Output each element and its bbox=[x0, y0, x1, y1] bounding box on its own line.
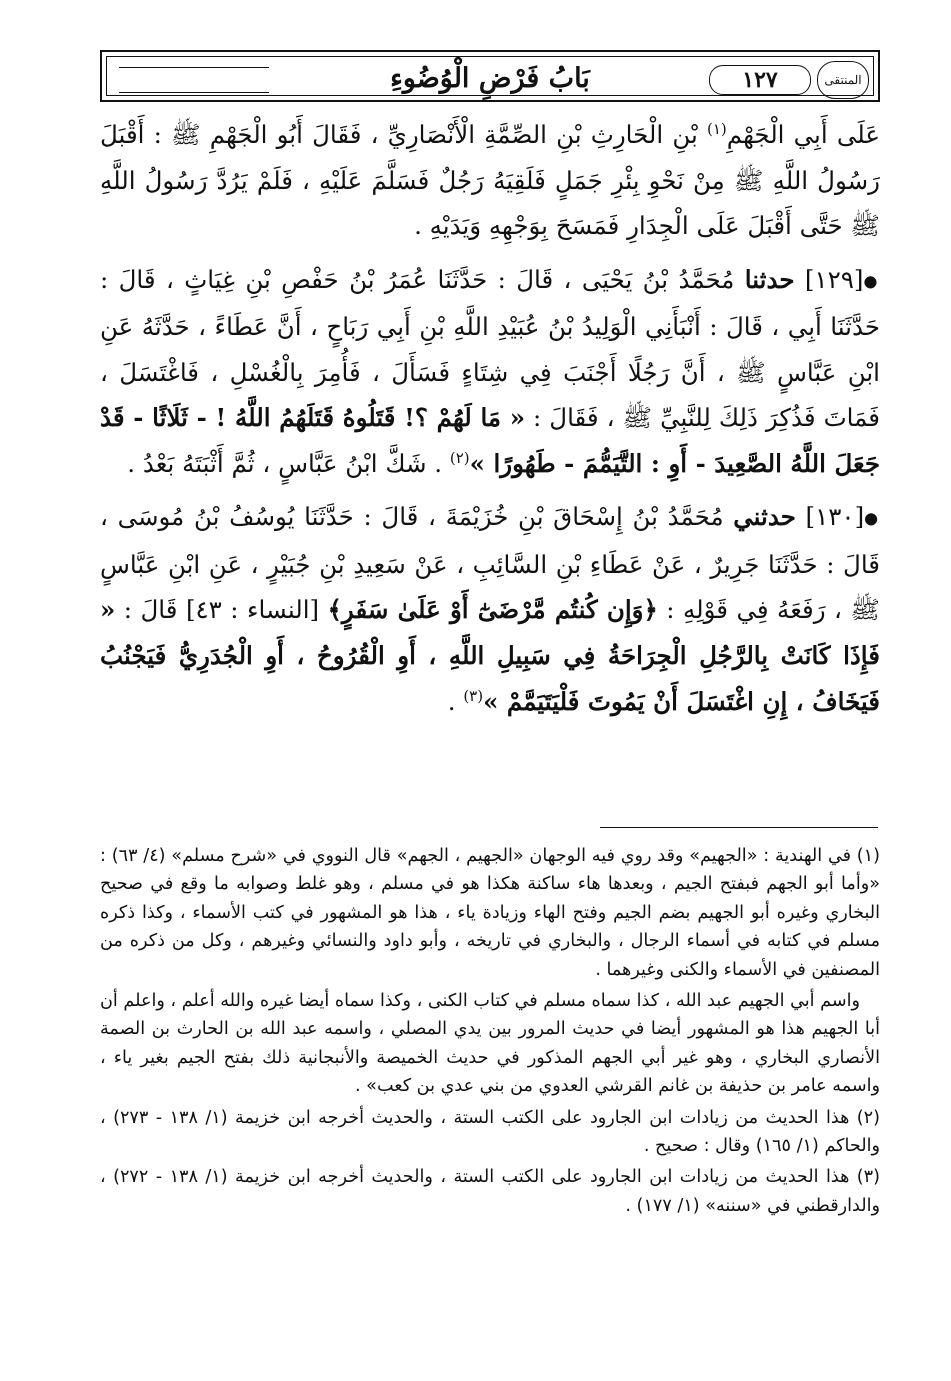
footnote-divider bbox=[600, 827, 878, 828]
footnote-ref: (٢) bbox=[449, 448, 470, 467]
footnote-3: (٣) هذا الحديث من زيادات ابن الجارود على الكتب الستة ، والحديث أخرجه ابن خزيمة (١/ ١٣٨ - ٢٧٢) ، والدارقطني في «سننه» (١/ ١٧٧) . bbox=[100, 1167, 880, 1216]
page-header bbox=[100, 50, 880, 102]
text: . bbox=[447, 686, 464, 716]
chapter-title: بَابُ فَرْضِ الْوُضُوءِ bbox=[390, 63, 590, 94]
hadith-number: [١٣٠] bbox=[805, 502, 865, 532]
hadith-129 bbox=[100, 257, 880, 487]
text: . شَكَّ ابْنُ عَبَّاسٍ ، ثُمَّ أَثْبَتَهُ بَعْدُ . bbox=[127, 448, 450, 478]
text: بْنِ الْحَارِثِ بْنِ الصِّمَّةِ الْأَنْصَارِيِّ ، فَقَالَ أَبُو الْجَهْمِ ﷺ : أَقْبَلَ رَسُولُ اللَّهِ ﷺ مِنْ نَحْوِ بِئْرِ جَمَلٍ فَلَقِيَهُ رَجُلٌ فَسَلَّمَ عَلَيْهِ ، فَلَمْ يَرُدَّ رَسُولُ اللَّهِ ﷺ حَتَّى أَقْبَلَ عَلَى الْجِدَارِ فَمَسَحَ بِوَجْهِهِ وَيَدَيْهِ . bbox=[100, 120, 880, 241]
header-ornament bbox=[119, 67, 269, 93]
book-emblem: المنتقى bbox=[817, 61, 869, 99]
footnote-1-continued: واسم أبي الجهيم عبد الله ، كذا سماه مسلم في كتاب الكنى ، وكذا سماه أيضا غيره والله أعلم ، واعلم أن أبا الجهيم هذا هو المشهور أيضا في حديث المرور بين يدي المصلي ، واسمه عبد الله بن الحارث بن الصمة الأنصاري البخاري ، وهو غير أبي الجهم المذكور في حديث الخميصة والأنبجانية ذلك بفتح الجيم بغير ياء ، واسمه عامر بن حذيفة بن غانم القرشي العدوي من بني عدي بن كعب» . bbox=[100, 991, 880, 1097]
paragraph-1 bbox=[100, 112, 880, 249]
footnote-2: (٢) هذا الحديث من زيادات ابن الجارود على الكتب الستة ، والحديث أخرجه ابن خزيمة (١/ ١٣٨ - ٢٧٣) ، والحاكم (١/ ١٦٥) وقال : صحيح . bbox=[100, 1107, 880, 1157]
bullet-icon: ● bbox=[864, 509, 880, 529]
main-text bbox=[100, 112, 880, 724]
footnote-ref: (٣) bbox=[463, 686, 484, 705]
haddathana-label: حدثني bbox=[733, 502, 796, 532]
quran-verse: ﴿وَإِن كُنتُم مَّرْضَىٰٓ أَوْ عَلَىٰ سَفَرٍ﴾ bbox=[327, 595, 658, 625]
verse-reference: [النساء : ٤٣] bbox=[177, 595, 328, 625]
footnote-1: (١) في الهندية : «الجهيم» وقد روي فيه الوجهان «الجهيم ، الجهم» قال النووي في «شرح مسلم» (٤/ ٦٣) : «وأما أبو الجهم فبفتح الجيم ، وبعدها هاء ساكنة هكذا هو في مسلم ، وهو غلط وصوابه ما وقع في صحيح البخاري وغيره أبو الجهيم بضم الجيم وفتح الهاء وزيادة ياء ، هذا هو المشهور في كتب الأسماء ، وكذا ذكره مسلم في كتابه في أسماء الرجال ، والبخاري في تاريخه ، وأبو داود والنسائي وغيرهم ، وكل من ذكره من المصنفين في الأسماء والكنى وغيرهما . bbox=[100, 846, 880, 980]
hadith-130 bbox=[100, 494, 880, 724]
footnotes bbox=[100, 842, 880, 1220]
header-frame bbox=[106, 56, 874, 96]
page-number: ١٢٧ bbox=[709, 65, 811, 95]
prophetic-quote: « فَإِذَا كَانَتْ بِالرَّجُلِ الْجِرَاحَةُ فِي سَبِيلِ اللَّهِ ، أَوِ الْقُرُوحُ ، أَوِ الْجُدَرِيُّ فَيَجْنُبُ فَيَخَافُ ، إِنِ اغْتَسَلَ أَنْ يَمُوتَ فَلْيَتَيَمَّمْ » bbox=[100, 595, 880, 716]
text: مُحَمَّدُ بْنُ يَحْيَى ، قَالَ : حَدَّثَنَا عُمَرُ بْنُ حَفْصِ بْنِ غِيَاثٍ ، قَالَ : حَدَّثَنَا أَبِي ، قَالَ : أَنْبَأَنِي الْوَلِيدُ بْنُ عُبَيْدِ اللَّهِ بْنِ أَبِي رَبَاحٍ ، أَنَّ عَطَاءً ، حَدَّثَهُ عَنِ ابْنِ عَبَّاسٍ ﷺ ، أَنَّ رَجُلًا أَجْنَبَ فِي شِتَاءٍ فَسَأَلَ ، فَأُمِرَ بِالْغُسْلِ ، فَاغْتَسَلَ ، فَمَاتَ فَذُكِرَ ذَلِكَ لِلنَّبِيِّ ﷺ ، فَقَالَ : bbox=[100, 264, 880, 433]
text: مُحَمَّدُ بْنُ إِسْحَاقَ بْنِ خُزَيْمَةَ ، قَالَ : حَدَّثَنَا يُوسُفُ بْنُ مُوسَى ، قَالَ : حَدَّثَنَا جَرِيرٌ ، عَنْ عَطَاءِ بْنِ السَّائِبِ ، عَنْ سَعِيدِ بْنِ جُبَيْرٍ ، عَنِ ابْنِ عَبَّاسٍ ﷺ ، رَفَعَهُ فِي قَوْلِهِ : bbox=[100, 502, 880, 625]
prophetic-quote: « مَا لَهُمْ ؟! قَتَلُوهُ قَتَلَهُمُ اللَّهُ ! - ثَلَاثًا - قَدْ جَعَلَ اللَّهُ الصَّعِيدَ - أَوِ : التَّيَمُّمَ - طَهُورًا » bbox=[100, 403, 880, 478]
bullet-icon: ● bbox=[863, 271, 881, 291]
text: قَالَ : bbox=[115, 595, 178, 625]
text: عَلَى أَبِي الْجَهْمِ bbox=[726, 120, 880, 149]
hadith-number: [١٢٩] bbox=[804, 264, 864, 294]
haddathana-label: حدثنا bbox=[744, 264, 795, 294]
footnote-ref: (١) bbox=[707, 119, 727, 138]
